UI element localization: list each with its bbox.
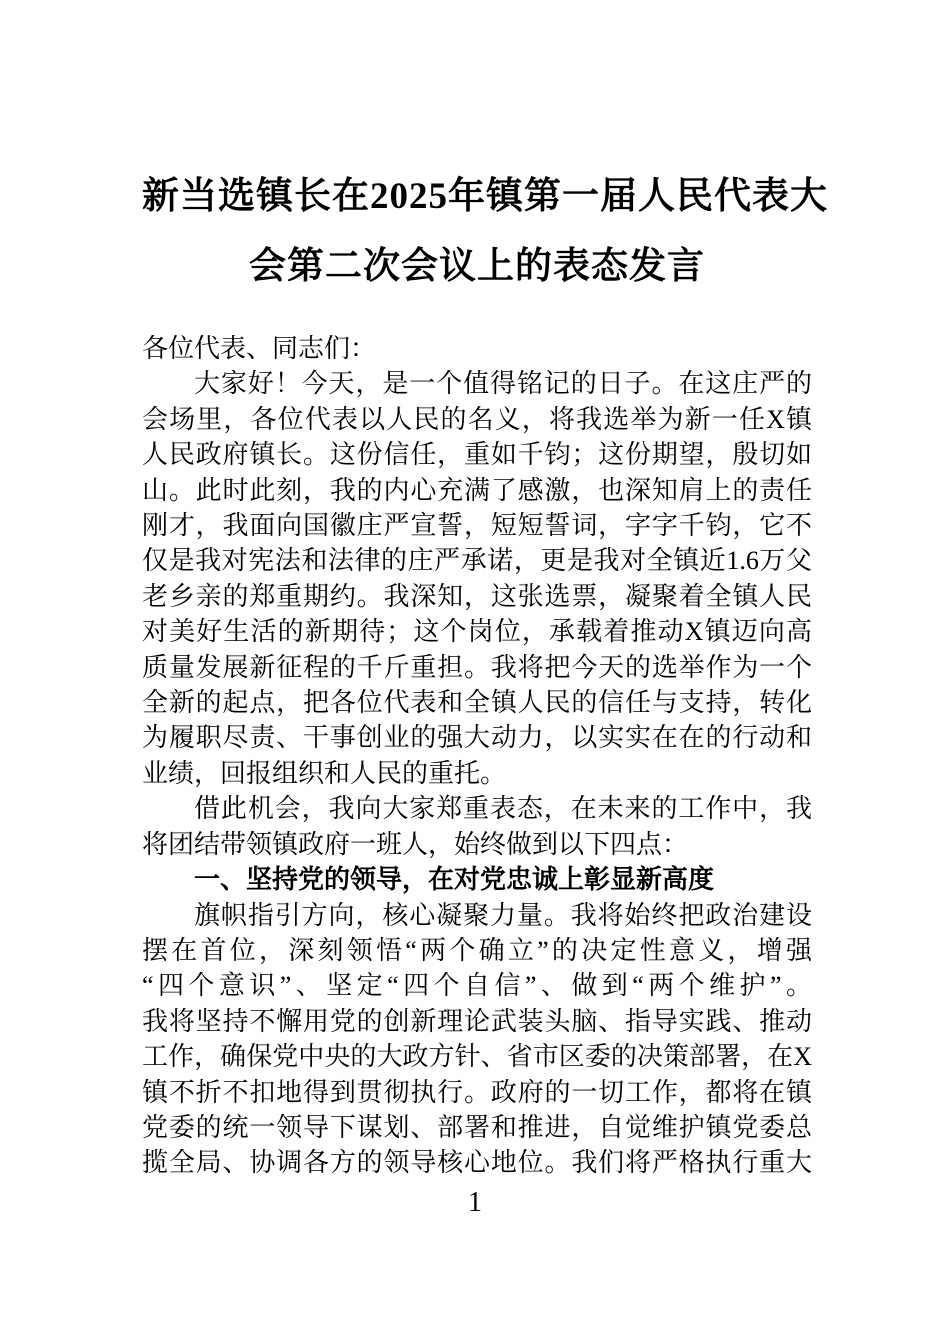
text-column xyxy=(142,0,828,1181)
body-text-line: 借此机会，我向大家郑重表态，在未来的工作中，我 xyxy=(194,794,812,824)
document-body xyxy=(142,331,812,1181)
document-title xyxy=(142,162,828,302)
body-text-line: 镇不折不扣地得到贯彻执行。政府的一切工作，都将在镇 xyxy=(142,1077,812,1107)
body-text-line: 大家好！今天，是一个值得铭记的日子。在这庄严的 xyxy=(194,369,812,399)
body-text-line: 刚才，我面向国徽庄严宣誓，短短誓词，字字千钧，它不 xyxy=(142,511,812,541)
body-text-line: 全新的起点，把各位代表和全镇人民的信任与支持，转化 xyxy=(142,688,812,718)
body-text-line: 山。此时此刻，我的内心充满了感激，也深知肩上的责任 xyxy=(142,475,812,505)
body-text-line: 仅是我对宪法和法律的庄严承诺，更是我对全镇近1.6万父 xyxy=(142,546,812,576)
body-text-line: 质量发展新征程的千斤重担。我将把今天的选举作为一个 xyxy=(142,652,812,682)
body-text-line: 我将坚持不懈用党的创新理论武装头脑、指导实践、推动 xyxy=(142,1006,812,1036)
body-text-line: 各位代表、同志们： xyxy=(142,334,377,363)
body-text-line: “四个意识”、坚定“四个自信”、做到“两个维护”。 xyxy=(142,971,812,1001)
page-number: 1 xyxy=(468,1186,482,1218)
body-text-line: 人民政府镇长。这份信任，重如千钧；这份期望，殷切如 xyxy=(142,440,812,470)
body-text-line: 旗帜指引方向，核心凝聚力量。我将始终把政治建设 xyxy=(194,900,812,930)
body-text-line: 摆在首位，深刻领悟“两个确立”的决定性意义，增强 xyxy=(142,935,812,965)
document-title-line-1: 新当选镇长在2025年镇第一届人民代表大 xyxy=(142,176,828,217)
section-heading-line: 一、坚持党的领导，在对党忠诚上彰显新高度 xyxy=(194,865,715,895)
document-title-line-2: 会第二次会议上的表态发言 xyxy=(249,246,705,287)
body-text-line: 党委的统一领导下谋划、部署和推进，自觉维护镇党委总 xyxy=(142,1112,812,1142)
body-text-line: 将团结带领镇政府一班人，始终做到以下四点： xyxy=(142,829,689,859)
body-text-line: 为履职尽责、干事创业的强大动力，以实实在在的行动和 xyxy=(142,723,812,753)
body-text-line: 老乡亲的郑重期约。我深知，这张选票，凝聚着全镇人民 xyxy=(142,581,812,611)
body-text-line: 工作，确保党中央的大政方针、省市区委的决策部署，在X xyxy=(142,1042,812,1072)
body-text-line: 对美好生活的新期待；这个岗位，承载着推动X镇迈向高 xyxy=(142,617,812,647)
body-text-line: 会场里，各位代表以人民的名义，将我选举为新一任X镇 xyxy=(142,404,812,434)
body-text-line: 业绩，回报组织和人民的重托。 xyxy=(142,758,507,788)
body-text-line: 揽全局、协调各方的领导核心地位。我们将严格执行重大 xyxy=(142,1148,812,1178)
